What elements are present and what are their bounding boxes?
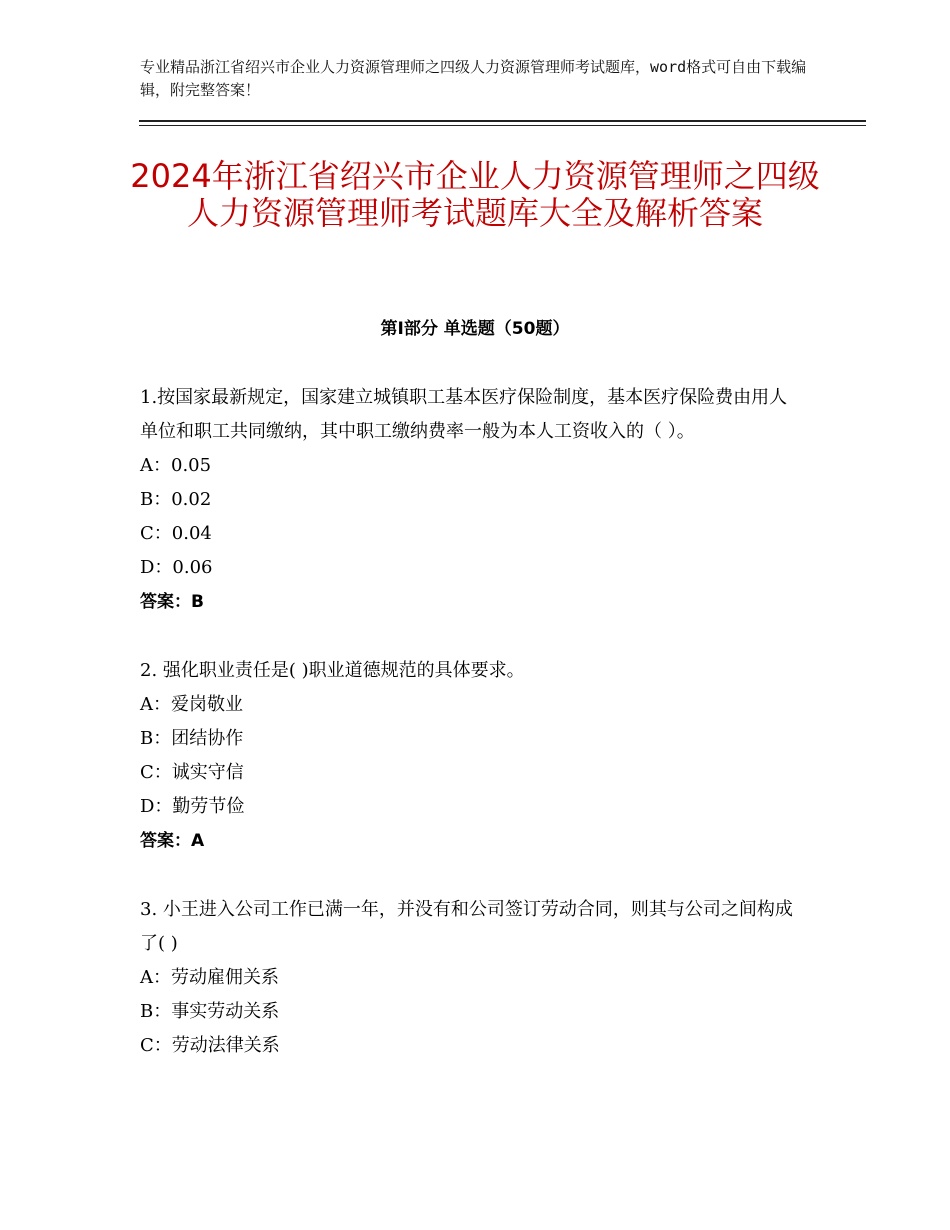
option-c: C：0.04: [140, 523, 212, 544]
answer: 答案：B: [140, 592, 204, 612]
option-d: D：0.06: [140, 557, 213, 578]
option-b: B：0.02: [140, 489, 212, 510]
header-note: 专业精品浙江省绍兴市企业人力资源管理师之四级人力资源管理师考试题库，word格式可自由下载编辑，附完整答案！: [140, 58, 807, 99]
question-3: [140, 893, 805, 1063]
question-stem: 2. 强化职业责任是( )职业道德规范的具体要求。: [140, 660, 525, 681]
option-b: B：团结协作: [140, 728, 244, 749]
answer: 答案：A: [140, 831, 205, 851]
question-2: [140, 654, 805, 858]
document-title: 2024年浙江省绍兴市企业人力资源管理师之四级人力资源管理师考试题库大全及解析答案: [130, 157, 820, 232]
question-stem: 3. 小王进入公司工作已满一年，并没有和公司签订劳动合同，则其与公司之间构成了( ): [140, 899, 793, 954]
option-a: A：0.05: [140, 455, 212, 476]
question-list: [140, 381, 805, 1063]
option-b: B：事实劳动关系: [140, 1001, 280, 1022]
option-a: A：劳动雇佣关系: [140, 967, 279, 988]
header-rule-thick: [139, 120, 866, 122]
question-stem: 1.按国家最新规定，国家建立城镇职工基本医疗保险制度，基本医疗保险费由用人单位和职工共同缴纳，其中职工缴纳费率一般为本人工资收入的（ ）。: [140, 387, 788, 442]
option-c: C：诚实守信: [140, 762, 244, 783]
header-rule-thin: [139, 125, 866, 126]
section-title: 第Ⅰ部分 单选题（50题）: [380, 319, 570, 339]
question-gap: [140, 619, 805, 654]
question-gap: [140, 858, 805, 893]
option-a: A：爱岗敬业: [140, 694, 243, 715]
question-1: [140, 381, 805, 619]
option-d: D：勤劳节俭: [140, 796, 245, 817]
option-c: C：劳动法律关系: [140, 1035, 280, 1056]
